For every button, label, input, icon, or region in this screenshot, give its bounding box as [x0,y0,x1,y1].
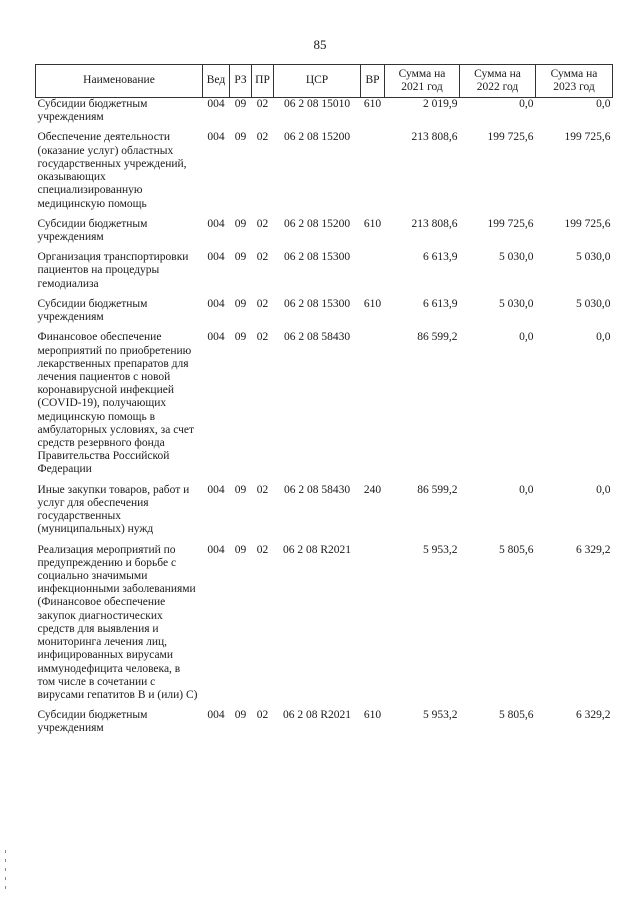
row-rz: 09 [234,251,247,264]
row-vr [361,544,385,710]
row-vr: 610 [363,297,382,310]
row-sum-2023: 0,0 [596,483,611,496]
row-pr: 02 [256,251,269,264]
row-sum-2023: 0,0 [596,331,611,344]
row-name: Субсидии бюджетным учреждениям [37,709,148,735]
row-vr: 240 [363,483,382,496]
header-ved: Вед [203,65,230,98]
row-ved: 004 [207,709,225,722]
row-pr: 02 [256,543,269,556]
row-sum-2023: 5 030,0 [576,297,611,310]
row-ved: 004 [207,331,225,344]
row-ved: 004 [207,217,225,230]
row-sum-2023: 6 329,2 [576,709,611,722]
row-pr: 02 [256,217,269,230]
row-rz: 09 [234,483,247,496]
row-ved: 004 [207,543,225,556]
row-sum-2023: 199 725,6 [564,131,611,144]
row-csr: 06 2 08 15200 [283,217,351,230]
row-sum-2023: 0,0 [596,98,611,110]
row-rz: 09 [234,331,247,344]
row-csr: 06 2 08 58430 [283,331,351,344]
table-row [36,218,613,251]
header-sum-2021: Сумма на 2021 год [385,65,460,98]
row-sum-2023: 6 329,2 [576,543,611,556]
row-sum-2021: 5 953,2 [423,543,458,556]
row-vr: 610 [363,217,382,230]
row-ved: 004 [207,251,225,264]
row-csr: 06 2 08 R2021 [282,709,352,722]
row-sum-2022: 199 725,6 [487,217,534,230]
row-sum-2021: 86 599,2 [417,331,458,344]
row-rz: 09 [234,98,247,110]
row-name: Организация транспортировки пациентов на процедуры гемодиализа [37,251,189,290]
row-ved: 004 [207,297,225,310]
row-vr: 610 [363,98,382,110]
row-name: Реализация мероприятий по предупреждению и борьбе с социально значимыми инфекционными заболеваниями (Финансовое обеспечение закупок диагностических средств для выявления и мониторинга лечения лиц, инфицированных вирусами иммунодефицита человека, в том числе в сочетании с вирусами гепатитов В и (или) С) [37,543,198,701]
header-sum-2023: Сумма на 2023 год [536,65,613,98]
row-vr [361,331,385,483]
row-pr: 02 [256,98,269,110]
row-sum-2022: 0,0 [519,331,534,344]
page-number: 85 [313,37,327,52]
row-sum-2022: 5 030,0 [499,251,534,264]
row-vr [361,251,385,298]
row-sum-2021: 213 808,6 [411,217,458,230]
table-row [36,544,613,710]
row-sum-2022: 5 805,6 [499,709,534,722]
row-sum-2023: 199 725,6 [564,217,611,230]
row-sum-2022: 199 725,6 [487,131,534,144]
row-pr: 02 [256,331,269,344]
row-vr: 610 [363,709,382,722]
row-name: Субсидии бюджетным учреждениям [37,297,148,324]
table-row [36,484,613,544]
row-ved: 004 [207,98,225,110]
row-pr: 02 [256,483,269,496]
row-vr [361,131,385,217]
row-csr: 06 2 08 15300 [283,251,351,264]
row-sum-2022: 5 805,6 [499,543,534,556]
row-csr: 06 2 08 R2021 [282,543,352,556]
row-sum-2022: 0,0 [519,98,534,110]
row-sum-2022: 5 030,0 [499,297,534,310]
scan-edge-marks [5,850,7,905]
row-rz: 09 [234,709,247,722]
table-row [36,131,613,217]
row-rz: 09 [234,217,247,230]
row-csr: 06 2 08 15010 [283,98,351,110]
row-sum-2021: 5 953,2 [423,709,458,722]
row-sum-2021: 2 019,9 [423,98,458,110]
header-sum-2022: Сумма на 2022 год [460,65,536,98]
table-row [36,709,613,742]
row-sum-2021: 213 808,6 [411,131,458,144]
row-sum-2023: 5 030,0 [576,251,611,264]
row-name: Финансовое обеспечение мероприятий по приобретению лекарственных препаратов для лечения пациентов с новой коронавирусной инфекцией (COVID-19), получающих медицинскую помощь в амбулаторных условиях, за счет средств резервного фонда Правительства Российской Федерации [37,331,194,476]
row-pr: 02 [256,297,269,310]
row-ved: 004 [207,483,225,496]
table-row [36,298,613,331]
budget-table [35,64,613,743]
row-csr: 06 2 08 58430 [283,483,351,496]
header-vr: ВР [361,65,385,98]
table-row [36,98,613,132]
header-name: Наименование [36,65,203,98]
header-rz: РЗ [230,65,252,98]
row-rz: 09 [234,297,247,310]
header-row [36,65,613,98]
row-name: Субсидии бюджетным учреждениям [37,98,148,124]
row-name: Иные закупки товаров, работ и услуг для обеспечения государственных (муниципальных) нужд [37,483,190,536]
row-pr: 02 [256,709,269,722]
row-name: Обеспечение деятельности (оказание услуг) областных государственных учреждений, оказывающих специализированную медицинскую помощь [37,131,187,210]
row-name: Субсидии бюджетным учреждениям [37,217,148,243]
row-sum-2022: 0,0 [519,483,534,496]
table-row [36,251,613,298]
header-pr: ПР [252,65,274,98]
table-row [36,331,613,483]
row-csr: 06 2 08 15200 [283,131,351,144]
row-pr: 02 [256,131,269,144]
row-ved: 004 [207,131,225,144]
row-sum-2021: 86 599,2 [417,483,458,496]
row-rz: 09 [234,131,247,144]
header-csr: ЦСР [274,65,361,98]
row-sum-2021: 6 613,9 [423,297,458,310]
row-rz: 09 [234,543,247,556]
row-sum-2021: 6 613,9 [423,251,458,264]
row-csr: 06 2 08 15300 [283,297,351,310]
